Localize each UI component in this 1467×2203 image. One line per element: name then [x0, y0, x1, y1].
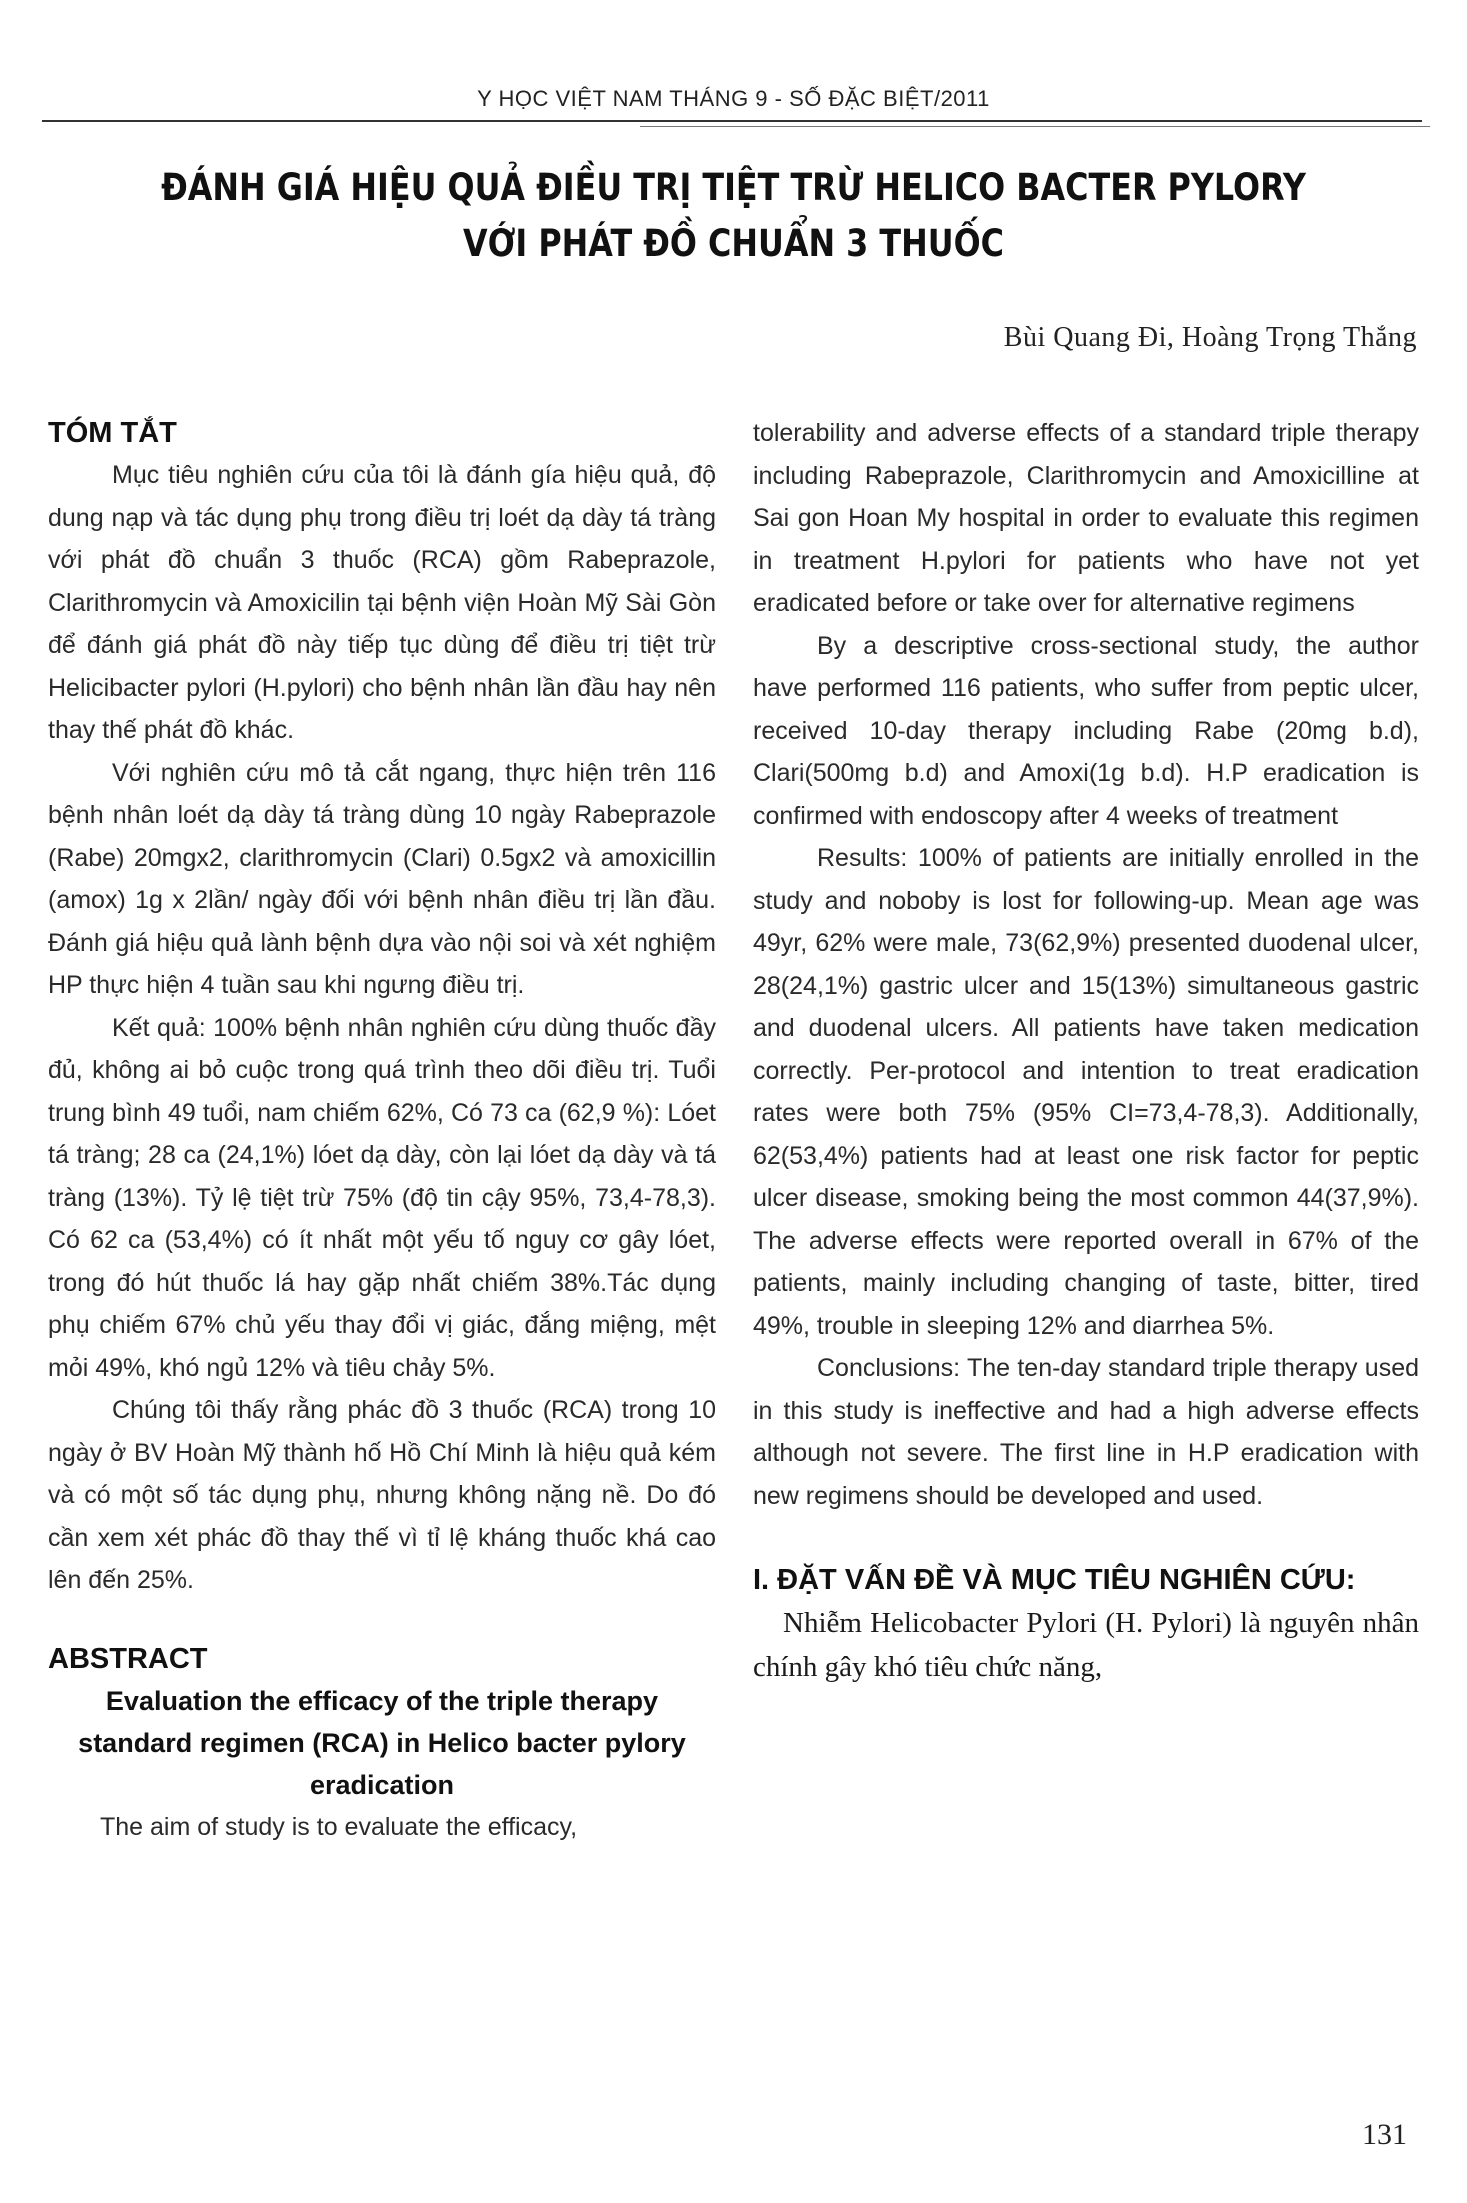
- section-1-paragraph-1: Nhiễm Helicobacter Pylori (H. Pylori) là nguyên nhân chính gây khó tiêu chức năng,: [753, 1607, 1419, 1683]
- page-number: 131: [1362, 2118, 1407, 2151]
- section-1-heading: I. ĐẶT VẤN ĐỀ VÀ MỤC TIÊU NGHIÊN CỨU:: [753, 1564, 1356, 1596]
- right-column: [753, 412, 1419, 1689]
- abstract-paragraph-2: By a descriptive cross-sectional study, the author have performed 116 patients, who suffer from peptic ulcer, received 10-day therapy including Rabe (20mg b.d), Clari(500mg b.d) and Amoxi(1g b.d). H.P eradication is confirmed with endoscopy after 4 weeks of treatment: [753, 631, 1419, 830]
- summary-paragraph-3: Kết quả: 100% bệnh nhân nghiên cứu dùng thuốc đầy đủ, không ai bỏ cuộc trong quá trình theo dõi điều trị. Tuổi trung bình 49 tuổi, nam chiếm 62%, Có 73 ca (62,9 %): Lóet tá tràng; 28 ca (24,1%) lóet dạ dày, còn lại lóet dạ dày và tá tràng (13%). Tỷ lệ tiệt trừ 75% (độ tin cậy 95%, 73,4-78,3). Có 62 ca (53,4%) có ít nhất một yếu tố nguy cơ gây lóet, trong đó hút thuốc lá hay gặp nhất chiếm 38%.Tác dụng phụ chiếm 67% chủ yếu thay đổi vị giác, đắng miệng, mệt mỏi 49%, khó ngủ 12% và tiêu chảy 5%.: [48, 1013, 716, 1382]
- abstract-title: Evaluation the efficacy of the triple therapy standard regimen (RCA) in Helico bacter pylory eradication: [78, 1685, 686, 1800]
- summary-paragraph-4: Chúng tôi thấy rằng phác đồ 3 thuốc (RCA) trong 10 ngày ở BV Hoàn Mỹ thành hố Hồ Chí Minh là hiệu quả kém và có một số tác dụng phụ, nhưng không nặng nề. Do đó cần xem xét phác đồ thay thế vì tỉ lệ kháng thuốc khá cao lên đến 25%.: [48, 1396, 716, 1594]
- header-rule: [42, 120, 1422, 122]
- article-title-line1: ĐÁNH GIÁ HIỆU QUẢ ĐIỀU TRỊ TIỆT TRỪ HELICO BACTER PYLORY: [161, 166, 1306, 209]
- abstract-heading: ABSTRACT: [48, 1642, 208, 1675]
- abstract-paragraph-4: Conclusions: The ten-day standard triple therapy used in this study is ineffective and had a high adverse effects although not severe. The first line in H.P eradication with new regimens should be developed and used.: [753, 1354, 1419, 1510]
- article-title: [103, 160, 1365, 272]
- abstract-paragraph-1-continued: tolerability and adverse effects of a standard triple therapy including Rabeprazole, Clarithromycin and Amoxicilline at Sai gon Hoan My hospital in order to evaluate this regimen in treatment H.pylori for patients who have not yet eradicated before or take over for alternative regimens: [753, 419, 1419, 617]
- article-title-line2: VỚI PHÁT ĐỒ CHUẨN 3 THUỐC: [463, 222, 1004, 265]
- journal-header: Y HỌC VIỆT NAM THÁNG 9 - SỐ ĐẶC BIỆT/2011: [477, 86, 990, 111]
- abstract-paragraph-3: Results: 100% of patients are initially enrolled in the study and noboby is lost for following-up. Mean age was 49yr, 62% were male, 73(62,9%) presented duodenal ulcer, 28(24,1%) gastric ulcer and 15(13%) simultaneous gastric and duodenal ulcers. All patients have taken medication correctly. Per-protocol and intention to treat eradication rates were both 75% (95% CI=73,4-78,3). Additionally, 62(53,4%) patients had at least one risk factor for peptic ulcer disease, smoking being the most common 44(37,9%). The adverse effects were reported overall in 67% of the patients, mainly including changing of taste, bitter, tired 49%, trouble in sleeping 12% and diarrhea 5%.: [753, 844, 1419, 1340]
- abstract-paragraph-1: The aim of study is to evaluate the efficacy,: [100, 1812, 578, 1841]
- header-rule-secondary: [640, 126, 1430, 127]
- summary-paragraph-1: Mục tiêu nghiên cứu của tôi là đánh gía hiệu quả, độ dung nạp và tác dụng phụ trong điều trị loét dạ dày tá tràng với phát đồ chuẩn 3 thuốc (RCA) gồm Rabeprazole, Clarithromycin và Amoxicilin tại bệnh viện Hoàn Mỹ Sài Gòn để đánh giá phát đồ này tiếp tục dùng để điều trị tiệt trừ Helicibacter pylori (H.pylori) cho bệnh nhân lần đầu hay nên thay thế phát đồ khác.: [48, 461, 716, 744]
- authors: Bùi Quang Đi, Hoàng Trọng Thắng: [1003, 322, 1417, 353]
- left-column: [48, 412, 716, 1848]
- summary-heading: TÓM TẮT: [48, 417, 177, 449]
- summary-paragraph-2: Với nghiên cứu mô tả cắt ngang, thực hiện trên 116 bệnh nhân loét dạ dày tá tràng dùng 10 ngày Rabeprazole (Rabe) 20mgx2, clarithromycin (Clari) 0.5gx2 và amoxicillin (amox) 1g x 2lần/ ngày đối với bệnh nhân điều trị lần đầu. Đánh giá hiệu quả lành bệnh dựa vào nội soi và xét nghiệm HP thực hiện 4 tuần sau khi ngưng điều trị.: [48, 758, 716, 999]
